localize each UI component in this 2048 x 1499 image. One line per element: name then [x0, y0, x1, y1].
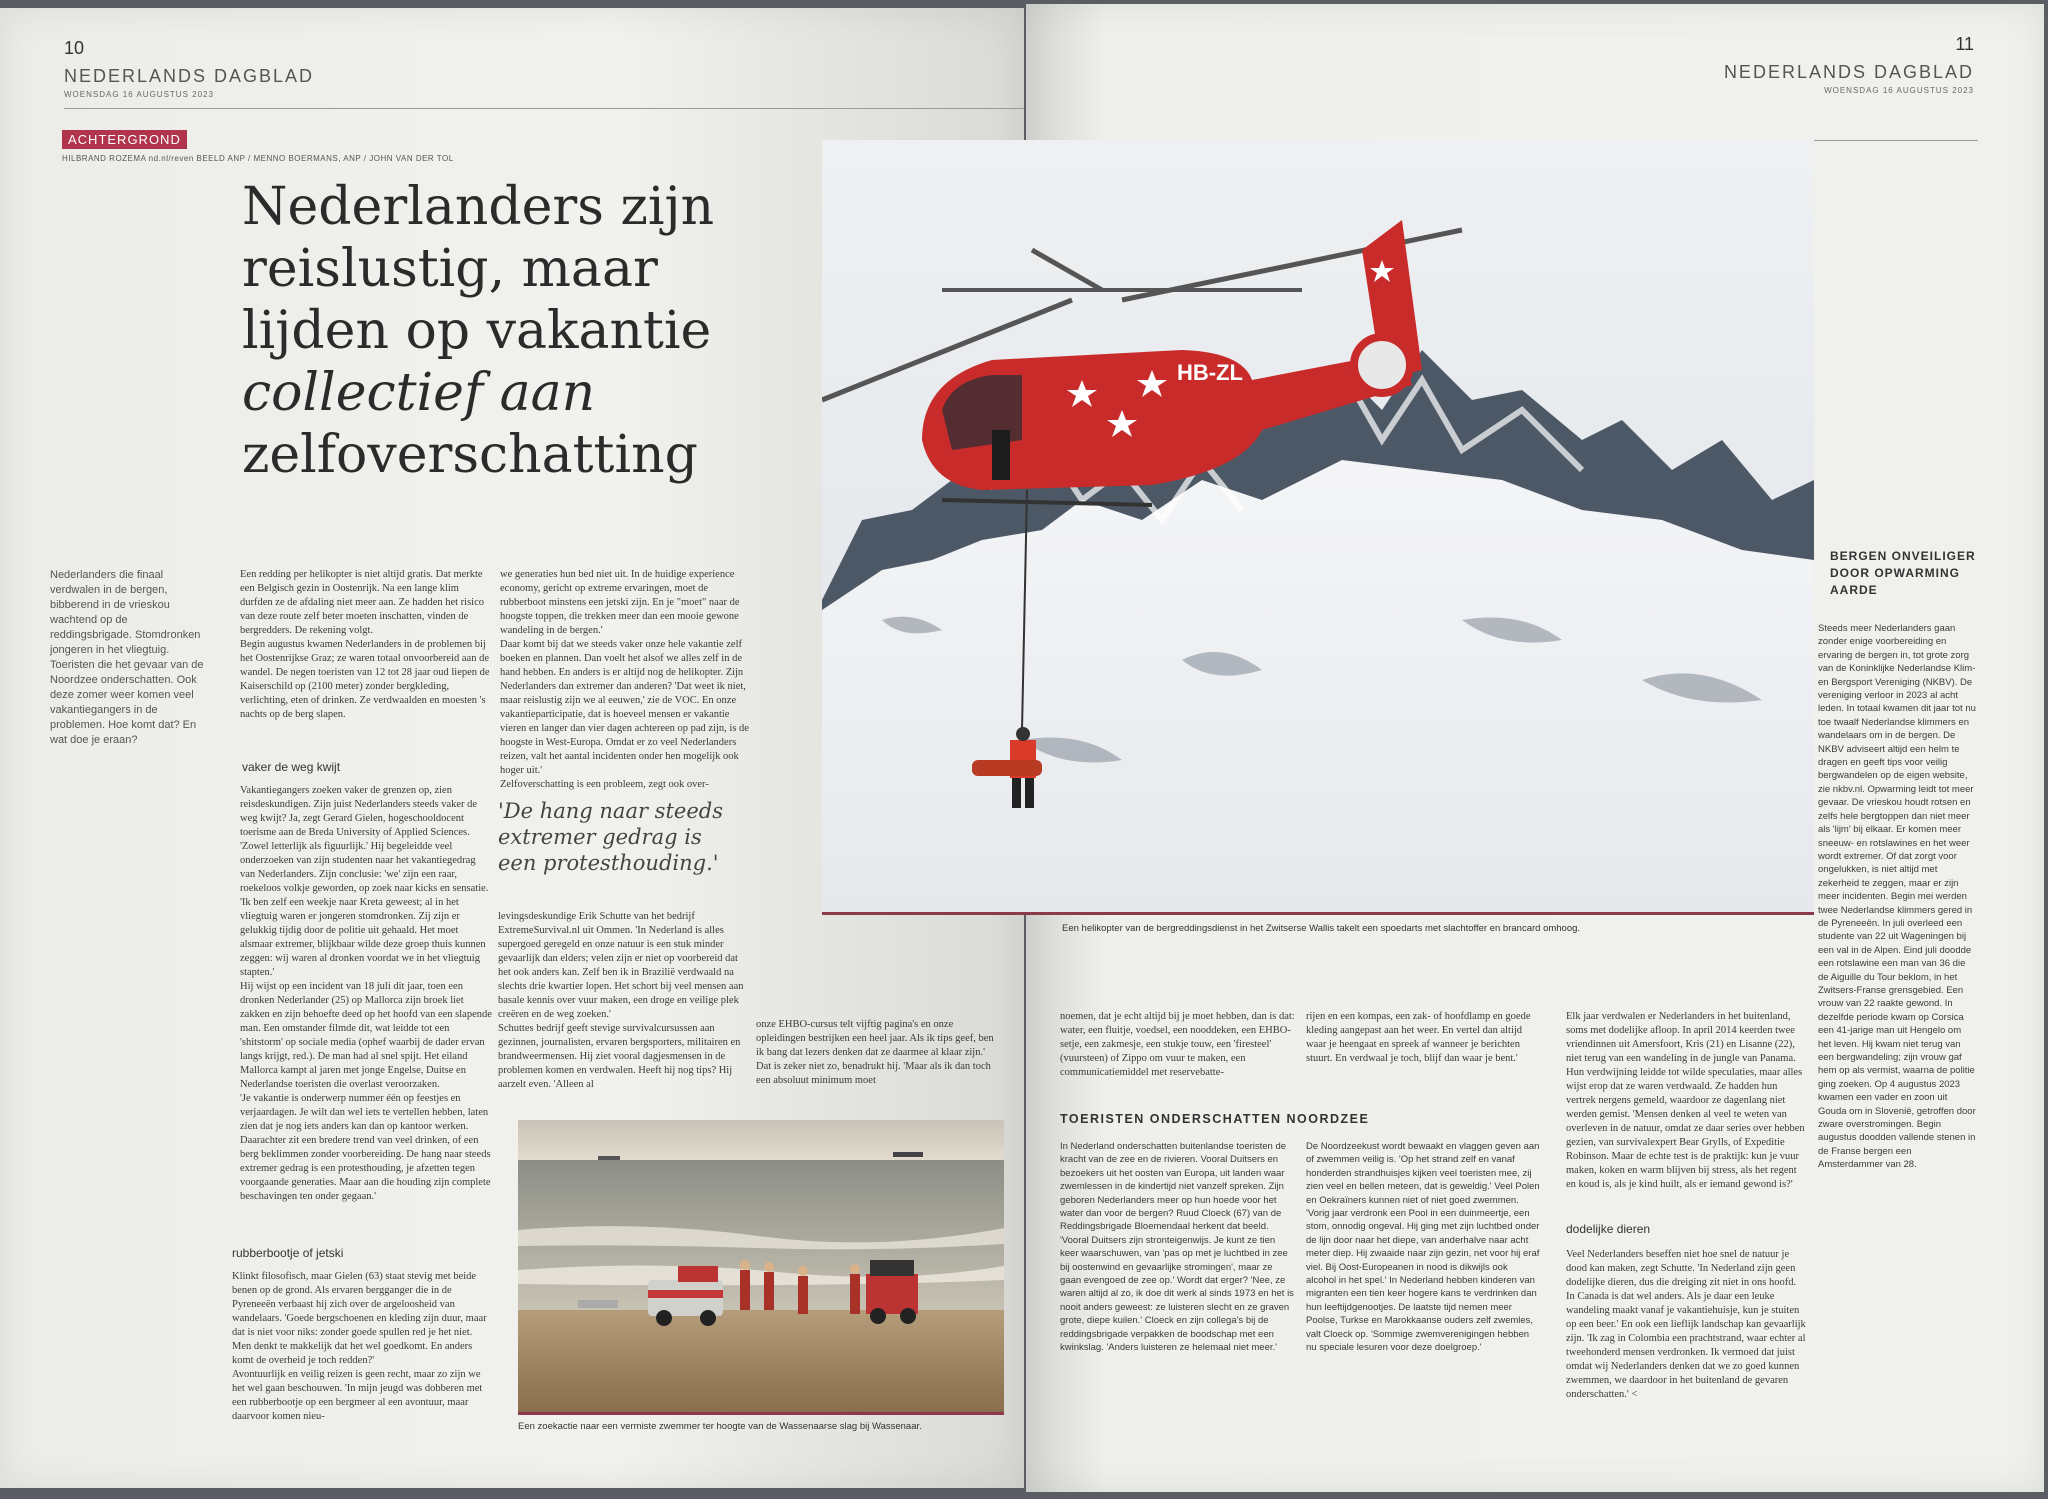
article-column-3 [756, 1018, 1002, 1088]
subhead: vaker de weg kwijt [242, 760, 341, 774]
noordzee-column-2: De Noordzeekust wordt bewaakt en vlaggen geven aan of zwemmen veilig is. 'Op het strand zelf en vanaf honderden strandhuisjes kijken veel toeristen mee, zij zien veel en bellen meteen, dat is geweldig.' Veel Polen en Oekraïners kunnen niet of niet goed zwemmen. 'Vorig jaar verdronk een Pool in een duinmeertje, een stom, onnodig ongeval. Hij ging met zijn luchtbed onder de lijn door naar het diepe, van anderhalve naar acht meter diep. Hij zwaaide naar zijn gezin, net voor hij eraf viel. Bij Oost-Europeanen in nood is dikwijls ook alcohol in het spel.' In Nederland hebben kinderen van migranten een tien keer hogere kans te verdrinken dan hun leeftijdgenootjes. De laatste tijd nemen meer Poolse, Turkse en Marokkaanse ouders zelf zwemles, valt Cloeck op. 'Sommige zwemverenigingen hebben nu speciale lesuren voor deze doelgroep.' [1306, 1141, 1540, 1354]
paragraph: Hij wijst op een incident van 18 juli dit jaar, toen een dronken Nederlander (25) op Mallorca zijn broek liet zakken en zijn behoefte deed op het hoofd van een slapende man. Een omstander filmde dit, wat leidde tot een 'shitstorm' op sociale media (ophef waarbij de dader ervan langs krijgt, red.). De man had al snel spijt. Het eiland Mallorca kampt al jaren met jonge Engelse, Duitse en Nederlandse toeristen die overlast veroorzaken. [240, 981, 492, 1090]
article-column-5 [1306, 1010, 1542, 1066]
beach-caption: Een zoekactie naar een vermiste zwemmer ter hoogte van de Wassenaarse slag bij Wassenaar. [518, 1421, 922, 1432]
helicopter-photo-image [822, 140, 1814, 912]
sidebar-body: Steeds meer Nederlanders gaan zonder enige voorbereiding en ervaring de bergen in, tot grote zorg van de Koninklijke Nederlandse Klim- en Bergsport Vereniging (NKBV). De vereniging verloor in 2023 al acht leden. In totaal kwamen dit jaar tot nu toe twaalf Nederlandse klimmers en wandelaars om in de bergen. De NKBV adviseert altijd een helm te dragen en geeft tips voor veilig bergwandelen op de eigen website, zie nkbv.nl. Opwarming leidt tot meer gevaar. De vrieskou houdt rotsen en zelfs hele bergtoppen dan niet meer als 'lijm' bij elkaar. Er komen meer sneeuw- en rotslawines en het weer wordt extremer. Of dat zorgt voor ongelukken, is niet altijd met zekerheid te zeggen, maar er zijn meer incidenten. Begin mei werden twee Nederlandse klimmers gered in de Pyreneeën. In juli overleed een studente van 22 uit Wageningen bij een val in de Alpen. Eind juli doodde een rotslawine een man van 36 die de Aiguille du Tour beklom, in het Zwitsers-Franse grensgebied. Een vrouw van 22 raakte gewond. In dezelfde periode kwam op Corsica een 41-jarige man uit Hengelo om het leven. Hij kwam niet terug van een bergwandeling; zijn vrouw gaf hem op als vermist, waarna de politie ging zoeken. Op 4 augustus 2023 kwamen een vader en zoon uit Gouda om in Slovenië, getroffen door zware overstromingen. Begin augustus doodden vallende stenen in de Franse bergen een Amsterdammer van 28. [1818, 623, 1976, 1171]
paragraph: Daar komt bij dat we steeds vaker onze hele vakantie zelf boeken en plannen. Dan voelt het alsof we alles zelf in de hand hebben. En anders is er altijd nog de helikopter. Zijn Nederlanders dan extremer dan anderen? 'Dat weet ik niet, maar reislustig zijn we al eeuwen,' zie de VOC. En onze vakantieparticipatie, dat is hoeveel mensen er vakantie vieren en langer dan vier dagen achtereen op pad zijn, is de hoogste in West-Europa. Omdat er zo veel Nederlanders reizen, valt het aantal incidenten onder hen mogelijk ook hoger uit.' [500, 639, 749, 776]
pull-quote: 'De hang naar steeds extremer gedrag is een protesthouding.' [498, 799, 723, 875]
lead-paragraph: Nederlanders die finaal verdwalen in de bergen, bibberend in de vrieskou wachtend op de reddingsbrigade. Stomdronken jongeren in het vliegtuig. Toeristen die het gevaar van de Noordzee onderschatten. Ook deze zomer weer komen veel vakantiegangers in de problemen. Hoe komt dat? En wat doe je eraan? [50, 569, 204, 746]
headline-line: lijden op vakantie [242, 301, 712, 361]
paragraph: onze EHBO-cursus telt vijftig pagina's en onze opleidingen bestrijken een heel jaar. Als ik tips geef, ben ik bang dat lezers denken dat ze daarmee al klaar zijn.' Dat is zeker niet zo, benadrukt hij. 'Maar als ik dan toch een absoluut minimum moet [756, 1019, 994, 1086]
noordzee-column-1: In Nederland onderschatten buitenlandse toeristen de kracht van de zee en de rivieren. Vooral Duitsers en bezoekers uit het oosten van Europa, uit landen waar zwemlessen in de kindertijd niet vanzelf spreken. Zijn geboren Nederlanders meer op hun hoede voor het water dan voor de bergen? Ruud Cloeck (67) van de Reddingsbrigade Bloemendaal herkent dat beeld. 'Vooral Duitsers zijn stronteigenwijs. Je kunt ze tien keer waarschuwen, van 'pas op met je luchtbed in zee bij oostenwind en gevaarlijke stromingen', maar ze gaan evengoed de zee op.' Wordt dat erger? 'Nee, ze waren altijd al zo, ik doe dit werk al sinds 1973 en het is nooit anders geweest: ze luisteren slecht en ze graven grote, diepe kuilen.' Cloeck en zijn collega's bij de reddingsbrigade verpakken de boodschap met een kwinkslag. 'Anders luisteren ze helemaal niet meer.' [1060, 1141, 1294, 1354]
paragraph: Schuttes bedrijf geeft stevige survivalcursussen aan gezinnen, journalisten, ervaren bergsporters, militairen en brandweermensen. Hij ziet vooral dagjesmensen in de problemen komen en verdwalen. Heeft hij nog tips? Hij aarzelt even. 'Alleen al [498, 1023, 741, 1090]
paragraph: 'Ik ben zelf een weekje naar Kreta geweest; al in het vliegtuig waren er jongeren stomdronken. Zij zijn er gelukkig tijdig door de politie uit gehaald. Het moet alsmaar extremer, blijkbaar wilde deze groep thuis kunnen zeggen: wij waren al dronken voordat we in het vliegtuig stapten.' [240, 897, 486, 978]
article-column-1 [240, 568, 492, 722]
article-column-6b [1566, 1248, 1806, 1402]
paragraph: levingsdeskundige Erik Schutte van het bedrijf ExtremeSurvival.nl uit Ommen. 'In Nederland is alles supergoed geregeld en onze natuur is een stuk minder gevaarlijk dan elders; velen zijn er niet op voorbereid dat het ook anders kan. Zelf ben ik in Brazilië verdwaald na slechts drie kwartier lopen. Het schort bij veel mensen aan basale kennis over vuur maken, een droge en veilige plek creëren en de weg zoeken.' [498, 911, 744, 1020]
paragraph: Zelfoverschatting is een probleem, zegt ook over- [500, 779, 709, 790]
paragraph: Veel Nederlanders beseffen niet hoe snel de natuur je dood kan maken, zegt Schutte. 'In Nederland zijn geen dodelijke dieren, dus die dreiging zit niet in ons hoofd. In Canada is dat wel anders. Als je daar een leuke wandeling maakt vanaf je vakantiehuisje, kun je stuiten op een beer.' En ook een lieflijk landschap kan gevaarlijk zijn. 'Ik zag in Colombia een prachtstrand, waar echter al tweehonderd mensen verdronken. Ik vermoed dat juist omdat wij Nederlanders denken dat we zo goed kunnen zwemmen, we daardoor in het buitenland de gevaren onderschatten.' < [1566, 1249, 1806, 1400]
article-column-4 [1060, 1010, 1296, 1080]
caption-rule [518, 1412, 1004, 1415]
headline-line: collectief aan [242, 363, 596, 423]
helicopter-registration: HB-ZL [1177, 360, 1243, 385]
paragraph: we generaties hun bed niet uit. In de huidige experience economy, gericht op extreme ervaringen, moet de rubberboot minstens een jetski zijn. En je "moet" naar de hoogste toppen, die trekken meer dan een mooie gewone wandeling in de bergen.' [500, 569, 740, 636]
paper-date: WOENSDAG 16 AUGUSTUS 2023 [1824, 86, 1974, 95]
article-column-2b [498, 910, 748, 1092]
noordzee-heading: TOERISTEN ONDERSCHATTEN NOORDZEE [1060, 1112, 1370, 1126]
article-column-2 [500, 568, 750, 792]
article-column-6 [1566, 1010, 1806, 1192]
headline-line: Nederlanders zijn [242, 177, 715, 237]
section-tag: ACHTERGROND [62, 130, 187, 149]
header-rule [64, 108, 1024, 109]
caption-rule [822, 912, 1814, 915]
credits: HILBRAND ROZEMA nd.nl/reven BEELD ANP / MENNO BOERMANS, ANP / JOHN VAN DER TOL [62, 154, 454, 163]
article-column-1c [232, 1270, 494, 1424]
headline-line: zelfoverschatting [242, 425, 698, 485]
subhead: dodelijke dieren [1566, 1222, 1651, 1236]
paragraph: Elk jaar verdwalen er Nederlanders in het buitenland, soms met dodelijke afloop. In april 2014 keerden twee vriendinnen uit Amersfoort, Kris (21) en Lisanne (22), niet terug van een wandeling in de jungle van Panama. Hun verdwijning leidde tot wilde speculaties, maar alles wijst erop dat ze waren verdwaald. Ze hadden hun vertrek nergens gemeld, waardoor ze dagenlang niet werden gemist. 'Mensen denken al veel te weten van overleven in de natuur, omdat ze daar series over hebben gezien, van survivalexpert Bear Grylls, of Expeditie Robinson. Maar de echte test is de praktijk: kun je vuur maken, koken en warm blijven bij stress, als het regent en koud is, als je kind huilt, als er iemand gewond is?' [1566, 1011, 1805, 1190]
page-number: 11 [1955, 34, 1974, 54]
headline [242, 176, 802, 486]
sidebar-title: BERGEN ONVEILIGER DOOR OPWARMING AARDE [1830, 549, 1976, 597]
paragraph: Klinkt filosofisch, maar Gielen (63) staat stevig met beide benen op de grond. Als ervaren bergganger die in de Pyreneeën verbaast hij zich over de argeloosheid van wandelaars. 'Goede bergschoenen en kleding zijn duur, maar dat is niet voor niks: zonder goede spullen red je het niet. Men denkt te makkelijk dat het wel goedkomt. En anders komt de overheid je toch redden?' [232, 1271, 487, 1366]
paper-name: NEDERLANDS DAGBLAD [1723, 62, 1974, 82]
paragraph: Een redding per helikopter is niet altijd gratis. Dat merkte een Belgisch gezin in Oostenrijk. Na een lange klim durfden ze de afdaling niet meer aan. Ze hadden het risico van deze route zelf beter moeten inschatten, vinden de bergredders. De rekening volgt. [240, 569, 485, 636]
paragraph: Vakantiegangers zoeken vaker de grenzen op, zien reisdeskundigen. Zijn juist Nederlanders steeds vaker de weg kwijt? Ja, zegt Gerard Gielen, hogeschooldocent toerisme aan de Breda University of Applied Sciences. 'Zowel letterlijk als figuurlijk.' Hij begeleidde veel onderzoeken van zijn studenten naar het vakantiegedrag van Nederlanders. Zijn conclusie: 'we' zijn een raar, roekeloos volkje geworden, op zoek naar kicks en sensatie. [240, 785, 489, 894]
page-number: 10 [64, 38, 85, 58]
subhead: rubberbootje of jetski [232, 1246, 344, 1260]
paper-date: WOENSDAG 16 AUGUSTUS 2023 [64, 90, 214, 99]
paper-name: NEDERLANDS DAGBLAD [64, 66, 315, 86]
paragraph: 'Je vakantie is onderwerp nummer één op feestjes en verjaardagen. Je wilt dan wel iets te vertellen hebben, laten zien dat je nog iets anders kan dan op kantoor werken. Daarachter zit een bredere trend van veel drinken, of een berg beklimmen zonder voorbereiding. De hang naar steeds extremer gedrag is een protesthouding, je afzetten tegen voorgaande generaties. Maar aan die houding zijn complete beschavingen ten onder gegaan.' [240, 1093, 491, 1202]
beach-photo [518, 1120, 1004, 1412]
helicopter-caption: Een helikopter van de bergreddingsdienst in het Zwitserse Wallis takelt een spoedarts met slachtoffer en brancard omhoog. [1062, 923, 1581, 934]
paragraph: noemen, dat je echt altijd bij je moet hebben, dan is dat: water, een fluitje, voedsel, een nooddeken, een EHBO-setje, een zakmesje, een stukje touw, een 'firesteel' (vuursteen) of Zippo om vuur te maken, een communicatiemiddel met reservebatte- [1060, 1011, 1295, 1078]
paragraph: rijen en een kompas, een zak- of hoofdlamp en goede kleding aangepast aan het weer. En vertel dan altijd waar je heengaat en spreek af wanneer je berichten stuurt. En verdwaal je toch, blijf dan waar je bent.' [1306, 1011, 1531, 1064]
beach-photo-image [518, 1120, 1004, 1412]
paragraph: Avontuurlijk en veilig reizen is geen recht, maar zo zijn we het wel gaan beschouwen. 'In mijn jeugd was dobberen met een rubberbootje op een bergmeer al een avontuur, maar daarvoor komen nieu- [232, 1369, 483, 1422]
headline-line: reislustig, maar [242, 239, 658, 299]
article-column-1b [240, 784, 492, 1204]
paragraph: Begin augustus kwamen Nederlanders in de problemen bij het Oostenrijkse Graz; ze waren totaal onvoorbereid aan de wandel. De negen toeristen van 12 tot 28 jaar oud liepen de Kaiserschild op (2100 meter) zonder bergkleding, verlichting, eten of drinken. Ze verdwaalden en moesten 's nachts op de berg slapen. [240, 639, 490, 720]
helicopter-photo [822, 140, 1814, 912]
